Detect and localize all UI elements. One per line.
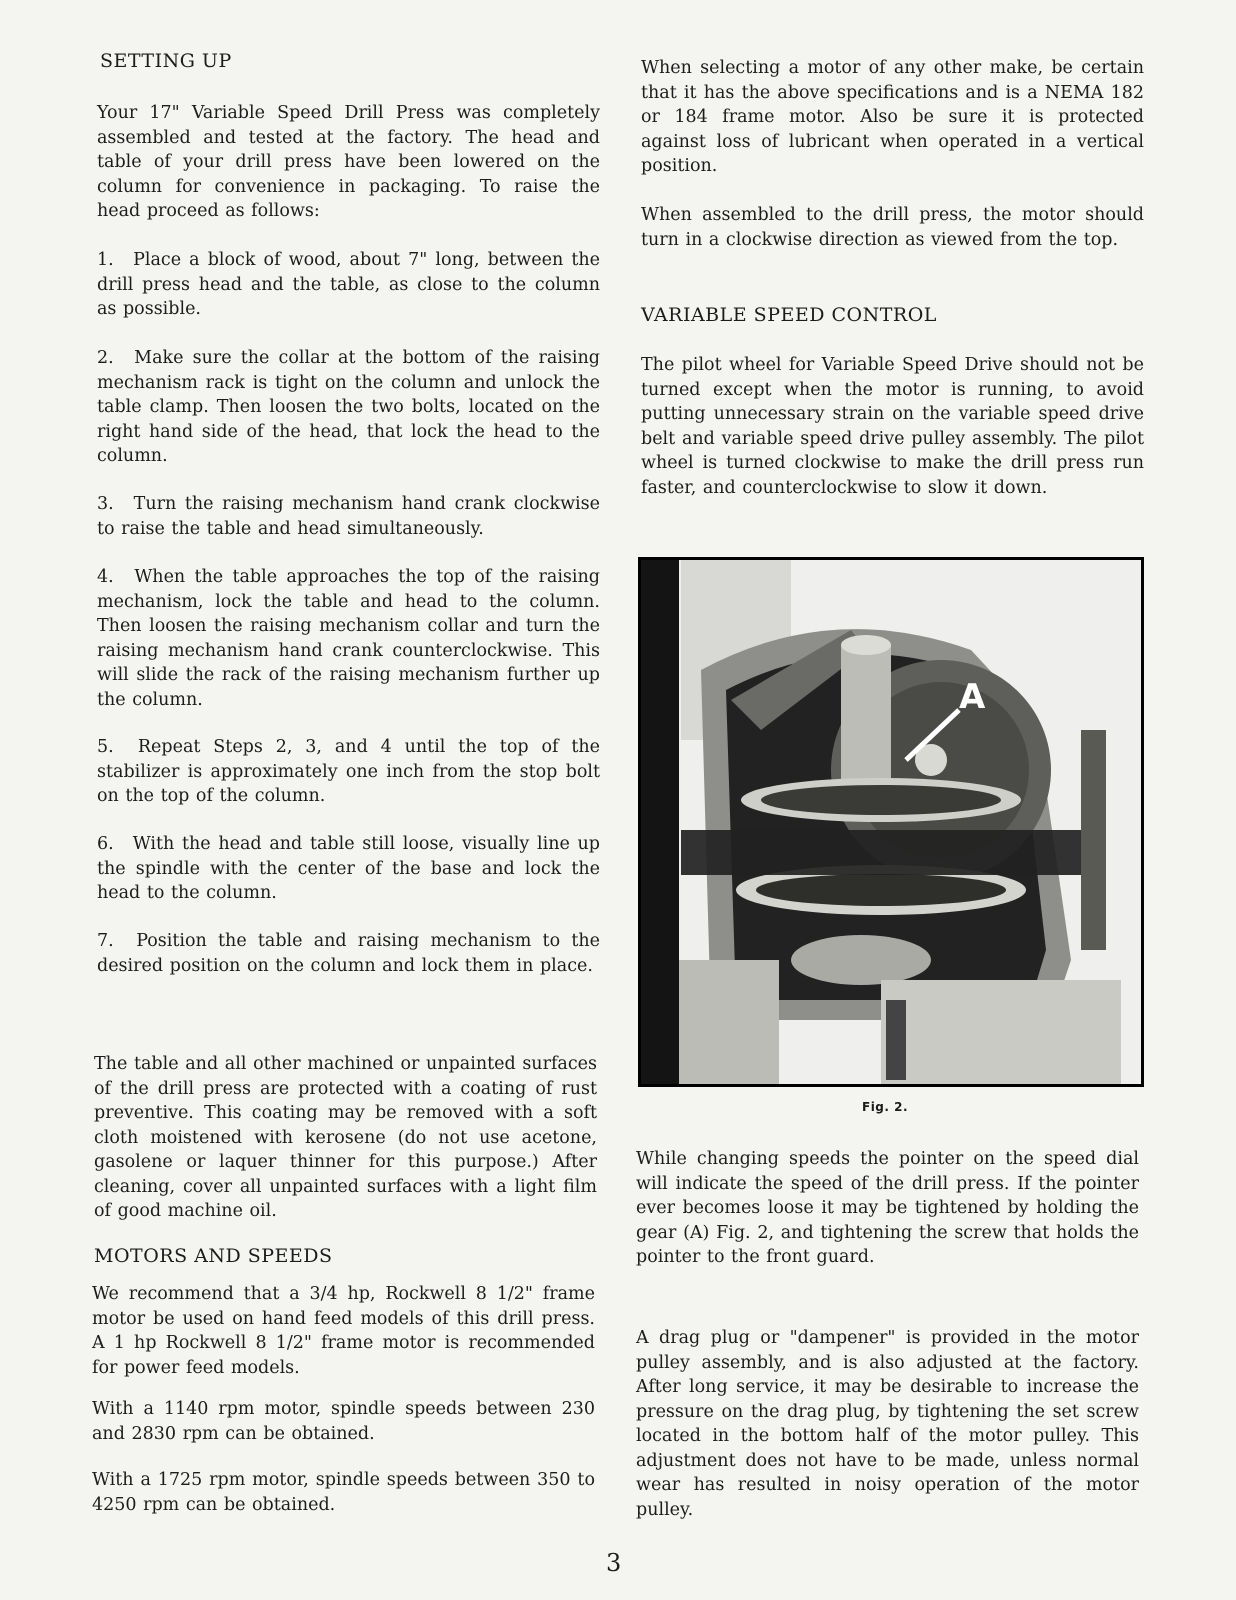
step-number: 6. <box>97 834 114 854</box>
step-7 <box>97 929 600 978</box>
step-1 <box>97 248 600 322</box>
motor-rotation-paragraph: When assembled to the drill press, the motor should turn in a clockwise direction as viewed from the top. <box>641 205 1144 250</box>
step-number: 4. <box>97 567 114 587</box>
step-number: 2. <box>97 348 114 368</box>
step-number: 5. <box>97 737 114 757</box>
step-text: Place a block of wood, about 7" long, between the drill press head and the table, as close to the column as possible. <box>97 250 600 319</box>
step-text: With the head and table still loose, visually line up the spindle with the center of the base and lock the head to the column. <box>97 834 600 903</box>
step-text: Make sure the collar at the bottom of the raising mechanism rack is tight on the column and unlock the table clamp. Then loosen the two bolts, located on the right hand side of the head, that lock the head to the column. <box>97 348 600 466</box>
figure-caption: Fig. 2. <box>862 1100 909 1114</box>
step-text: Position the table and raising mechanism to the desired position on the column and lock them in place. <box>97 931 600 976</box>
intro-paragraph: Your 17" Variable Speed Drill Press was completely assembled and tested at the factory. The head and table of your drill press have been lowered on the column for convenience in packaging. To raise the head proceed as follows: <box>97 103 600 221</box>
step-3 <box>97 492 600 541</box>
motors-paragraph-1: We recommend that a 3/4 hp, Rockwell 8 1/2" frame motor be used on hand feed models of this drill press. A 1 hp Rockwell 8 1/2" frame motor is recommended for power feed models. <box>92 1284 595 1378</box>
variable-speed-heading: VARIABLE SPEED CONTROL <box>641 304 937 326</box>
motors-paragraph-2: With a 1140 rpm motor, spindle speeds between 230 and 2830 rpm can be obtained. <box>92 1399 595 1444</box>
step-text: When the table approaches the top of the raising mechanism, lock the table and head to the column. Then loosen the raising mechanism collar and turn the raising mechanism hand crank counterclockwise. This will slide the rack of the raising mechanism further up the column. <box>97 567 600 710</box>
step-text: Turn the raising mechanism hand crank clockwise to raise the table and head simultaneously. <box>97 494 600 539</box>
step-4 <box>97 565 600 712</box>
setting-up-heading: SETTING UP <box>100 50 232 72</box>
motors-heading: MOTORS AND SPEEDS <box>94 1245 333 1267</box>
step-6 <box>97 832 600 906</box>
step-number: 1. <box>97 250 114 270</box>
drag-plug-paragraph: A drag plug or "dampener" is provided in the motor pulley assembly, and is also adjusted at the factory. After long service, it may be desirable to increase the pressure on the drag plug, by tightening the set screw located in the bottom half of the motor pulley. This adjustment does not have to be made, unless normal wear has resulted in noisy operation of the motor pulley. <box>636 1328 1139 1520</box>
step-5 <box>97 735 600 809</box>
step-text: Repeat Steps 2, 3, and 4 until the top of the stabilizer is approximately one inch from the stop bolt on the top of the column. <box>97 737 600 806</box>
step-2 <box>97 346 600 469</box>
rust-preventive-paragraph: The table and all other machined or unpainted surfaces of the drill press are protected with a coating of rust preventive. This coating may be removed with a soft cloth moistened with kerosene (do not use acetone, gasolene or laquer thinner for this purpose.) After cleaning, cover all unpainted surfaces with a light film of good machine oil. <box>94 1054 597 1221</box>
pointer-paragraph: While changing speeds the pointer on the speed dial will indicate the speed of the drill press. If the pointer ever becomes loose it may be tightened by holding the gear (A) Fig. 2, and tightening the screw that holds the pointer to the front guard. <box>636 1149 1139 1267</box>
step-number: 7. <box>97 931 114 951</box>
motor-selection-paragraph: When selecting a motor of any other make, be certain that it has the above specifications and is a NEMA 182 or 184 frame motor. Also be sure it is protected against loss of lubricant when operated in a vertical position. <box>641 58 1144 176</box>
drill-press-photo <box>638 557 1144 1087</box>
step-number: 3. <box>97 494 114 514</box>
motors-paragraph-3: With a 1725 rpm motor, spindle speeds between 350 to 4250 rpm can be obtained. <box>92 1470 595 1515</box>
variable-speed-paragraph: The pilot wheel for Variable Speed Drive should not be turned except when the motor is running, to avoid putting unnecessary strain on the variable speed drive belt and variable speed drive pulley assembly. The pilot wheel is turned clockwise to make the drill press run faster, and counterclockwise to slow it down. <box>641 355 1144 498</box>
page-number: 3 <box>606 1549 622 1577</box>
figure-label-a: A <box>959 677 986 717</box>
